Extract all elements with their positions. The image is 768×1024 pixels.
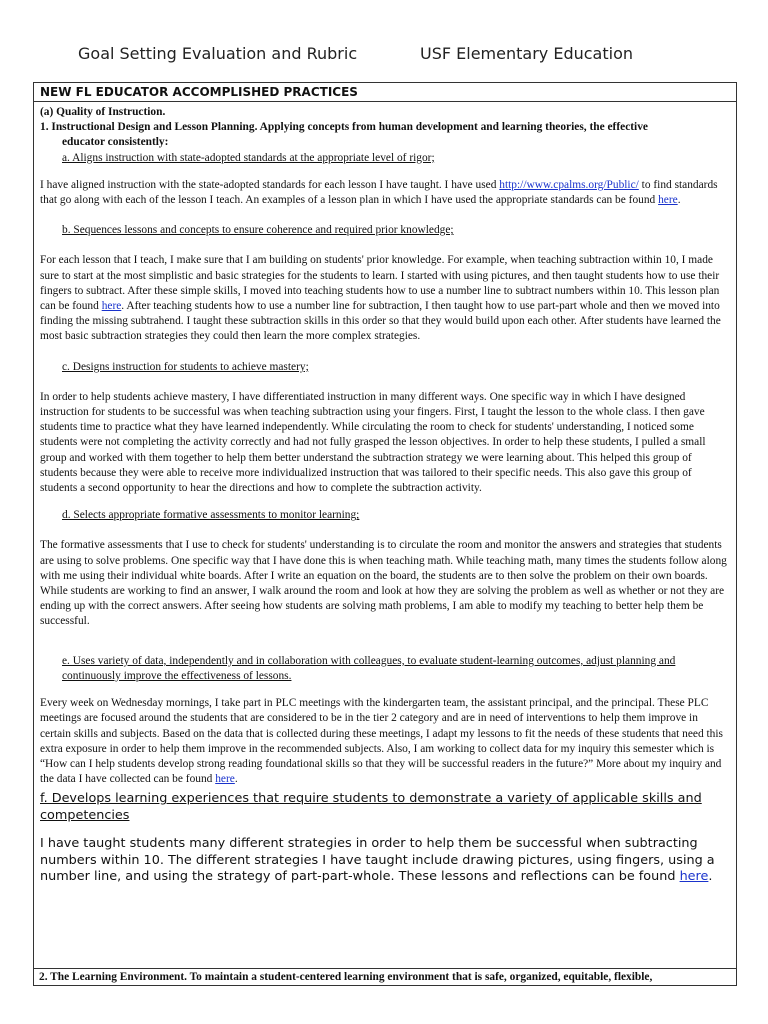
section-a-text2: to find standards that go along with each of the lesson I teach. An examples of a lesson plan in which I have used the appropriate standards can be found	[40, 178, 718, 207]
inquiry-link[interactable]: here	[215, 773, 235, 786]
section-b-paragraph	[40, 253, 730, 344]
section-c-paragraph: In order to help students achieve mastery, I have differentiated instruction in many different ways. One specific way in which I have designed instruction for students to be successful was when teaching subtraction using your fingers. First, I taught the lesson to the whole class. I then gave students time to practice what they have learned independently. While circulating the room to check for students' understanding, I noticed some students were not completing the activity correctly and had not fully grasped the lesson objectives. In order to help these students, I pulled a small group and worked with them together to help them better understand the subtraction strategy we were learning about. This helped this group of students because they were able to receive more individualized instruction that was tailored to their specific needs. This also gave this group of students a second opportunity to hear the directions and how to complete the subtraction activity.	[40, 390, 706, 495]
table-title: NEW FL EDUCATOR ACCOMPLISHED PRACTICES	[34, 83, 736, 102]
section-f-text1: I have taught students many different strategies in order to help them be successful when subtracting numbers within 10. The different strategies I have taught include drawing pictures, using fingers, using a number line, and using the strategy of part-part-whole. These lessons and reflections can be found	[40, 836, 715, 885]
lesson-plan-link[interactable]: here	[658, 194, 678, 207]
header-right: USF Elementary Education	[420, 44, 633, 63]
section-f-paragraph	[40, 836, 730, 886]
quality-heading: (a) Quality of Instruction.	[40, 106, 166, 118]
section-a-text3: .	[677, 194, 681, 207]
cpalms-link[interactable]: http://www.cpalms.org/Public/	[499, 178, 639, 191]
section-e-text2: .	[234, 773, 238, 786]
header-left: Goal Setting Evaluation and Rubric	[78, 44, 358, 63]
section-a-text1: I have aligned instruction with the state-adopted standards for each lesson I have taught. I have used	[40, 178, 500, 191]
section-f-heading: f. Develops learning experiences that require students to demonstrate a variety of applicable skills and competencies	[40, 791, 702, 823]
section-b-heading: b. Sequences lessons and concepts to ensure coherence and required prior knowledge;	[62, 224, 454, 237]
section-c-heading: c. Designs instruction for students to achieve mastery;	[62, 360, 309, 373]
section-f-text2: .	[708, 869, 713, 885]
section-b-text1: For each lesson that I teach, I make sure that I am building on students' prior knowledge. For example, when teaching subtraction within 10, I made sure to start at the most simplistic and basic strategies for the students to learn. I started with using pictures, and then taught students how to use their fingers to subtract. After these simple skills, I moved into teaching students how to use a number line to subtract numbers within 10. This lesson plan can be found	[40, 254, 720, 313]
section-d-paragraph: The formative assessments that I use to check for students' understanding is to circulate the room and monitor the answers and strategies that students are using to solve problems. One specific way that I have done this is when teaching math. While teaching math, many times the students follow along with me using their individual white boards. After I write an equation on the board, the students are to then solve the problem on their own boards. While students are working to find an answer, I walk around the room and look at how they are solving the problem as well as whether or not they are ending up with the correct answers. After seeing how students are solving math problems, I am able to modify my teaching to better help them be successful.	[40, 539, 727, 628]
section-a-paragraph	[40, 178, 730, 208]
standard-1-line2: educator consistently:	[62, 136, 169, 149]
standard-2-heading: 2. The Learning Environment. To maintain a student-centered learning environment that is safe, organized, equitable, flexible,	[33, 968, 737, 986]
standard-1-heading	[40, 120, 730, 150]
section-a-heading: a. Aligns instruction with state-adopted standards at the appropriate level of rigor;	[62, 151, 435, 164]
section-f	[40, 787, 730, 886]
practices-table	[33, 82, 737, 986]
standard-1-line1: 1. Instructional Design and Lesson Planning. Applying concepts from human development and learning theories, the effective	[40, 121, 648, 134]
section-e-text1: Every week on Wednesday mornings, I take part in PLC meetings with the kindergarten team, the assistant principal, and the principal. These PLC meetings are focused around the students that are considered to be in the tier 2 category and are in need of interventions to help them improve in certain skills and subjects. Based on the data that is collected during these meetings, I adapt my lessons to fit the needs of these students that need this extra exposure in order to help them improve in the recommended subjects. Also, I am working to collect data for my inquiry this semester which is “How can I help students develop strong reading foundational skills so that they will be successful readers in the future?” More about my inquiry and the data I have collected can be found	[40, 697, 723, 786]
subtraction-lesson-link[interactable]: here	[101, 300, 122, 313]
section-e-paragraph	[40, 696, 730, 787]
section-e-heading: e. Uses variety of data, independently and in collaboration with colleagues, to evaluate student-learning outcomes, adjust planning and continuously improve the effectiveness of lessons.	[62, 654, 676, 682]
strategies-link[interactable]: here	[679, 869, 709, 885]
table-body	[34, 102, 736, 886]
section-b-text2: . After teaching students how to use a number line for subtraction, I then taught how to use part-part whole and then we moved into finding the missing subtrahend. I taught these subtraction skills in this order so that they would build upon each other. After students have learned the most basic subtraction strategies they could then learn the more complex strategies.	[40, 300, 721, 343]
section-d-heading: d. Selects appropriate formative assessments to monitor learning;	[62, 509, 360, 522]
